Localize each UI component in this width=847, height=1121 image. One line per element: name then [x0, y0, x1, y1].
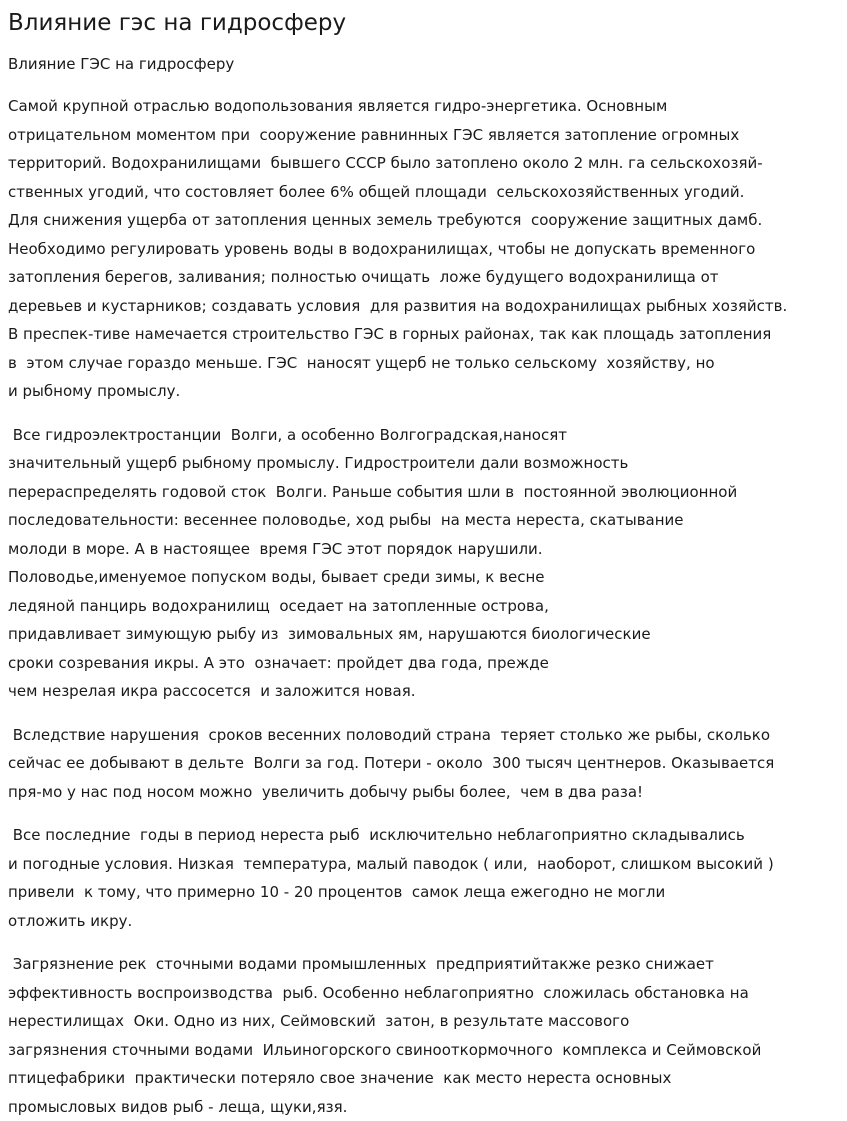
text-line: молоди в море. А в настоящее время ГЭС этот порядок нарушили.	[8, 535, 839, 564]
text-line: значительный ущерб рыбному промыслу. Гидростроители дали возможность	[8, 449, 839, 478]
text-line: Для снижения ущерба от затопления ценных земель требуются сооружение защитных дамб.	[8, 206, 839, 235]
text-line: чем незрелая икра рассосется и заложится новая.	[8, 677, 839, 706]
text-line: перераспределять годовой сток Волги. Раньше события шли в постоянной эволюционной	[8, 478, 839, 507]
text-line: эффективность воспроизводства рыб. Особенно неблагоприятно сложилась обстановка на	[8, 979, 839, 1008]
text-line: Самой крупной отраслью водопользования является гидро-энергетика. Основным	[8, 92, 839, 121]
text-line: нерестилищах Оки. Одно из них, Сеймовский затон, в результате массового	[8, 1007, 839, 1036]
text-line: сейчас ее добывают в дельте Волги за год. Потери - около 300 тысяч центнеров. Оказывается	[8, 749, 839, 778]
text-line: Все гидроэлектростанции Волги, а особенно Волгоградская,наносят	[8, 421, 839, 450]
text-line: птицефабрики практически потеряло свое значение как место нереста основных	[8, 1064, 839, 1093]
text-line: Все последние годы в период нереста рыб исключительно неблагоприятно складывались	[8, 821, 839, 850]
text-line: промысловых видов рыб - леща, щуки,язя.	[8, 1093, 839, 1121]
text-line: затопления берегов, заливания; полностью очищать ложе будущего водохранилища от	[8, 263, 839, 292]
paragraph	[8, 821, 839, 935]
paragraph	[8, 92, 839, 406]
text-line: сроки созревания икры. А это означает: пройдет два года, прежде	[8, 649, 839, 678]
text-line: пря-мо у нас под носом можно увеличить добычу рыбы более, чем в два раза!	[8, 778, 839, 807]
text-line: Вследствие нарушения сроков весенних половодий страна теряет столько же рыбы, сколько	[8, 721, 839, 750]
page-title: Влияние гэс на гидросферу	[8, 0, 839, 37]
paragraph	[8, 950, 839, 1121]
text-line: Необходимо регулировать уровень воды в водохранилищах, чтобы не допускать временного	[8, 235, 839, 264]
text-line: и погодные условия. Низкая температура, малый паводок ( или, наоборот, слишком высокий )	[8, 850, 839, 879]
text-line: и рыбному промыслу.	[8, 377, 839, 406]
text-line: отложить икру.	[8, 907, 839, 936]
text-line: загрязнения сточными водами Ильиногорского свинооткормочного комплекса и Сеймовской	[8, 1036, 839, 1065]
text-line: деревьев и кустарников; создавать условия для развития на водохранилищах рыбных хозяйств.	[8, 292, 839, 321]
text-line: придавливает зимующую рыбу из зимовальных ям, нарушаются биологические	[8, 620, 839, 649]
text-line: отрицательном моментом при сооружение равнинных ГЭС является затопление огромных	[8, 121, 839, 150]
text-line: в этом случае гораздо меньше. ГЭС наносят ущерб не только сельскому хозяйству, но	[8, 349, 839, 378]
article-body	[8, 92, 839, 1121]
page-subtitle: Влияние ГЭС на гидросферу	[8, 54, 839, 74]
text-line: привели к тому, что примерно 10 - 20 процентов самок леща ежегодно не могли	[8, 878, 839, 907]
text-line: территорий. Водохранилищами бывшего СССР было затоплено около 2 млн. га сельскохозяй-	[8, 149, 839, 178]
text-line: Половодье,именуемое попуском воды, бывает среди зимы, к весне	[8, 563, 839, 592]
paragraph	[8, 421, 839, 706]
paragraph	[8, 721, 839, 807]
text-line: последовательности: весеннее половодье, ход рыбы на места нереста, скатывание	[8, 506, 839, 535]
text-line: ледяной панцирь водохранилищ оседает на затопленные острова,	[8, 592, 839, 621]
text-line: ственных угодий, что состовляет более 6% общей площади сельскохозяйственных угодий.	[8, 178, 839, 207]
text-line: Загрязнение рек сточными водами промышленных предприятийтакже резко снижает	[8, 950, 839, 979]
text-line: В преспек-тиве намечается строительство ГЭС в горных районах, так как площадь затопления	[8, 320, 839, 349]
